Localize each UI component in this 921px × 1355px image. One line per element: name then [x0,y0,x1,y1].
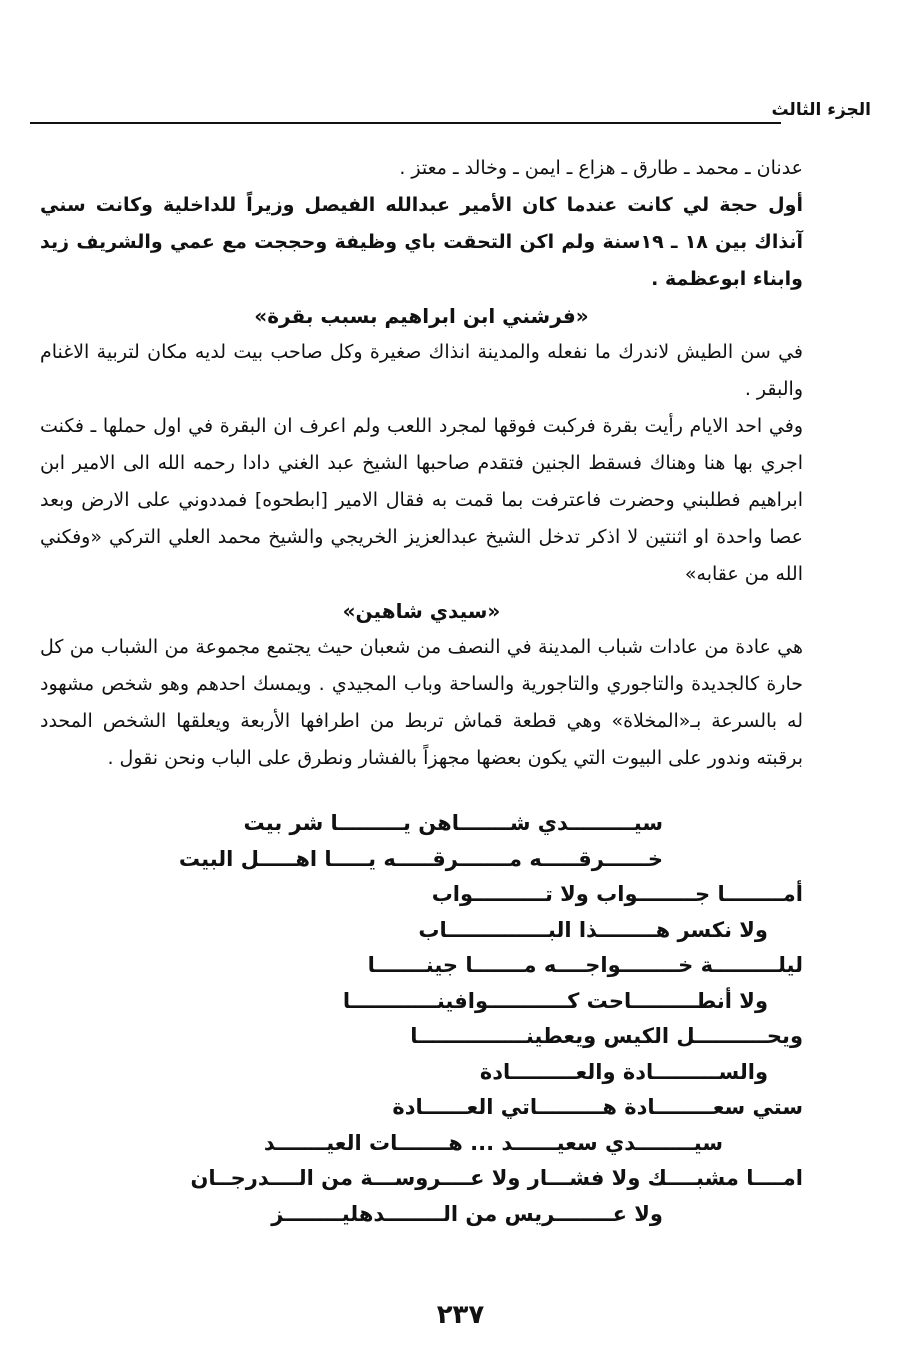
verse-line: ويحــــــــــل الكيس ويعطينـــــــــــــــا [410,1024,803,1048]
paragraph-city: في سن الطيش لاندرك ما نفعله والمدينة انذاك صغيرة وكل صاحب بيت لديه مكان لتربية الاغنام والبقر . [40,341,803,400]
verse-line: سيــــــــدي سعيــــــد ... هـــــــات العيـــــــد [263,1130,723,1155]
paragraph-names: عدنان ـ محمد ـ طارق ـ هزاع ـ ايمن ـ وخالد ـ معتز . [399,157,803,179]
verse-line: ولا نكسر هــــــــذا البــــــــــــــاب [418,917,768,942]
verse-line: امــــا مشبــــك ولا فشـــار ولا عــــروســـة من الــــدرجــان [190,1166,803,1190]
verse-line: خــــــرقـــــه مـــــــرقـــــه يـــــا اهـــــل البيت [178,846,663,871]
paragraph-custom: هي عادة من عادات شباب المدينة في النصف من شعبان حيث يجتمع مجموعة من الشباب من كل حارة كالجديدة والتاجوري والتاجورية والساحة وباب المجيدي . ويمسك احدهم وهو شخص مشهود له بالسرعة بـ«المخلاة» وهي قطعة قماش تربط من اطرافها الأربعة ويعلقها الشخص المحدد برقبته وندور على البيوت التي يكون بعضها مجهزاً بالفشار ونطرق على الباب ونحن نقول . [40,636,803,769]
volume-title: الجزء الثالث [771,100,871,120]
page-body [40,150,803,777]
verse-line: والســـــــــادة والعـــــــــادة [479,1059,768,1084]
page-number: ٢٣٧ [436,1300,485,1330]
section-heading-cow: «فرشني ابن ابراهيم بسبب بقرة» [254,304,589,328]
section-heading-shahin: «سيدي شاهين» [342,599,501,623]
paragraph-cow-story: وفي احد الايام رأيت بقرة فركبت فوقها لمجرد اللعب ولم اعرف ان البقرة في اول حملها ـ فكنت اجري بها هنا وهناك فسقط الجنين فتقدم صاحبها الشيخ عبد الغني دادا رحمه الله الى الامير ابن ابراهيم فطلبني وحضرت فاعترفت بما قمت به فقال الامير [ابطحوه] فمددوني على الارض وبعد عصا واحدة او اثنتين لا اذكر تدخل الشيخ عبدالعزيز الخريجي والشيخ محمد العلي التركي «وفكني الله من عقابه» [40,415,803,585]
header-rule [30,122,781,124]
verse-line: ستي سعــــــــادة هـــــــــاتي العــــــادة [392,1095,803,1119]
chant-verses [40,806,803,1232]
verse-line: ولا أنطـــــــــاحت كـــــــــــوافينــــــــــــا [342,988,768,1013]
verse-line: ولا عــــــــريس من الــــــــدهليــــــــز [271,1201,663,1226]
verse-line: أمــــــــا جــــــــواب ولا تــــــــــواب [431,882,803,906]
verse-line: سيـــــــــدي شـــــــاهن يـــــــــا شر بيت [243,811,663,835]
paragraph-first-hajj: أول حجة لي كانت عندما كان الأمير عبدالله الفيصل وزيراً للداخلية وكانت سني آنذاك بين ١٨ ـ ١٩سنة ولم اكن التحقت باي وظيفة وحججت مع عمي والشريف زيد وابناء ابوعظمة . [40,194,803,290]
verse-line: ليلـــــــــة خــــــــواجــــه مـــــــا جينـــــــا [367,953,803,977]
running-header [30,96,871,126]
